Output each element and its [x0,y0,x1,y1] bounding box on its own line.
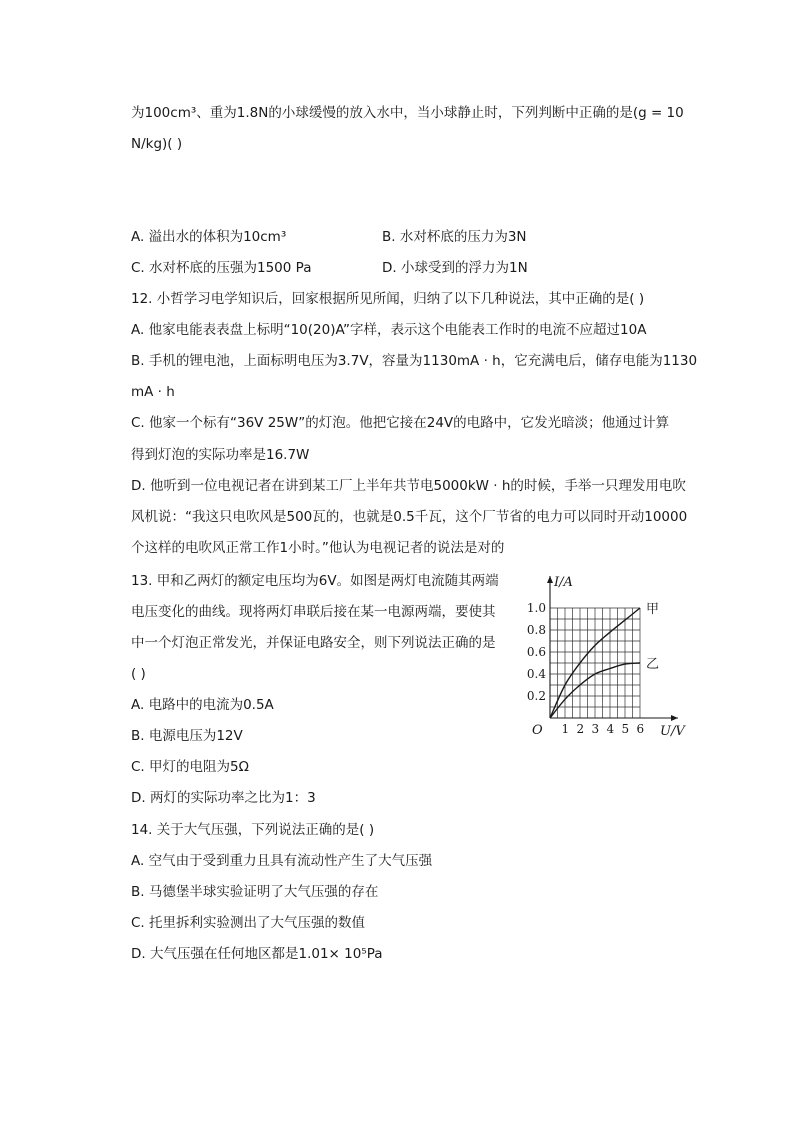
q14-option-b: B. 马德堡半球实验证明了大气压强的存在 [131,884,379,900]
x-tick-label: 5 [621,722,630,736]
q12-option-d-line1: D. 他听到一位电视记者在讲到某工厂上半年共节电5000kW · h的时候，手举一只理发用电吹 [131,478,686,494]
y-tick-label: 0.4 [526,667,546,681]
q13-option-d: D. 两灯的实际功率之比为1：3 [131,790,316,806]
q12-option-c-line1: C. 他家一个标有“36V 25W”的灯泡。他把它接在24V的电路中，它发光暗淡；他通过计算 [131,415,670,431]
x-axis-label: U/V [660,724,685,739]
q11-stem-line1: 为100cm³、重为1.8N的小球缓慢的放入水中，当小球静止时，下列判断中正确的是(g = 10 [131,105,684,121]
q13-stem-line1: 13. 甲和乙两灯的额定电压均为6V。如图是两灯电流随其两端 [131,573,499,589]
q12-option-d-line2: 风机说：“我这只电吹风是500瓦的，也就是0.5千瓦，这个厂节省的电力可以同时开动10000 [131,509,688,525]
q11-option-d: D. 小球受到的浮力为1N [382,260,528,276]
x-tick-label: 3 [591,722,600,736]
q12-option-d-line3: 个这样的电吹风正常工作1小时。”他认为电视记者的说法是对的 [131,540,505,556]
y-axis-label: I/A [554,575,573,590]
q13-stem-line4: ( ) [131,666,146,682]
q13-stem-line3: 中一个灯泡正常发光，并保证电路安全，则下列说法正确的是 [131,635,496,651]
q12-option-b-line2: mA · h [131,384,175,400]
q12-option-b-line1: B. 手机的锂电池，上面标明电压为3.7V，容量为1130mA · h，它充满电后，储存电能为1130 [131,353,698,369]
q13-stem-line2: 电压变化的曲线。现将两灯串联后接在某一电源两端，要使其 [131,604,496,620]
y-tick-label: 0.6 [526,645,546,659]
q12-stem: 12. 小哲学习电学知识后，回家根据所见所闻，归纳了以下几种说法，其中正确的是( ) [131,291,645,307]
q11-stem-line2: N/kg)( ) [131,136,183,152]
origin-label: O [532,723,543,738]
x-tick-label: 6 [636,722,645,736]
q14-stem: 14. 关于大气压强，下列说法正确的是( ) [131,822,375,838]
x-tick-label: 1 [561,722,570,736]
q13-option-b: B. 电源电压为12V [131,728,243,744]
x-tick-label: 4 [606,722,615,736]
x-tick-label: 2 [576,722,585,736]
y-axis-arrow [547,576,553,583]
q11-option-a: A. 溢出水的体积为10cm³ [131,229,287,245]
q13-option-c: C. 甲灯的电阻为5Ω [131,759,249,775]
x-axis-arrow [671,715,678,721]
series-label-2: 乙 [646,657,660,672]
q11-option-c: C. 水对杯底的压强为1500 Pa [131,260,312,276]
q13-option-a: A. 电路中的电流为0.5A [131,697,274,713]
y-tick-label: 0.2 [526,689,546,703]
y-tick-label: 0.8 [526,623,546,637]
q11-option-b: B. 水对杯底的压力为3N [382,229,527,245]
q12-option-a: A. 他家电能表表盘上标明“10(20)A”字样，表示这个电能表工作时的电流不应超过10A [131,322,647,338]
q14-option-a: A. 空气由于受到重力且具有流动性产生了大气压强 [131,853,433,869]
y-tick-label: 1.0 [526,601,546,615]
q14-option-d: D. 大气压强在任何地区都是1.01× 10⁵Pa [131,946,383,962]
q14-option-c: C. 托里拆利实验测出了大气压强的数值 [131,915,366,931]
q12-option-c-line2: 得到灯泡的实际功率是16.7W [131,447,310,463]
iv-curve-chart [526,570,700,740]
series-label-1: 甲 [646,602,660,617]
